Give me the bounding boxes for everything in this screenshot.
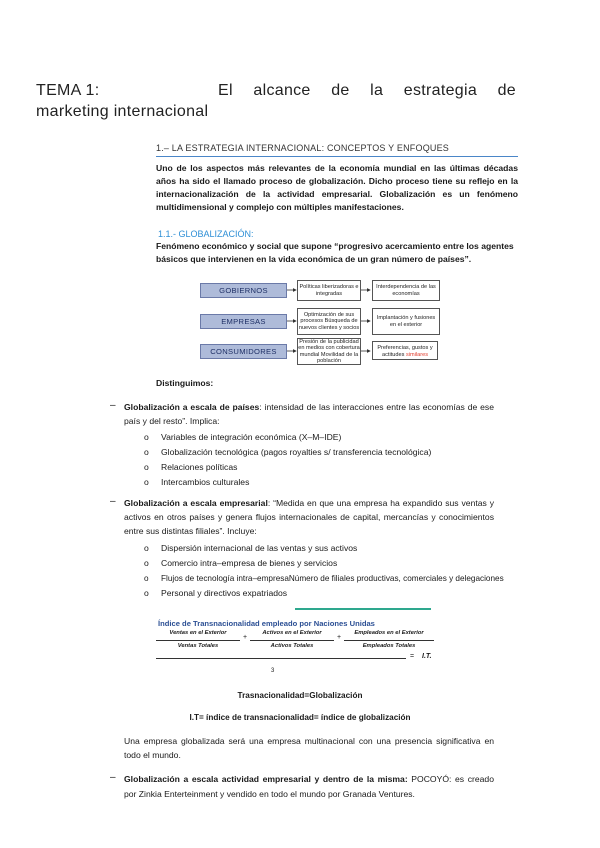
empresas-label: EMPRESAS — [200, 314, 287, 329]
item-3-body: POCOYÓ: es creado por Zinkia Enterteinment y vendido en todo el mundo por Granada Ventures. — [124, 774, 494, 799]
item-1-text — [124, 400, 494, 428]
list-item: o Relaciones políticas — [144, 462, 238, 472]
title-part2: El alcance de la estrategia de — [218, 82, 516, 99]
formula-accent-bar — [295, 608, 431, 610]
gobiernos-label: GOBIERNOS — [200, 283, 287, 298]
equation-1: Trasnacionalidad=Globalización — [237, 691, 363, 700]
fraction-line — [156, 640, 240, 641]
consumidores-label: CONSUMIDORES — [200, 344, 287, 359]
section-heading: 1.– LA ESTRATEGIA INTERNACIONAL: CONCEPTOS Y ENFOQUES — [156, 143, 518, 157]
item-3-text — [124, 772, 494, 802]
item-2-text — [124, 496, 494, 538]
dash-bullet: – — [110, 400, 116, 411]
title-part1: TEMA 1: — [36, 82, 100, 99]
formula — [156, 630, 456, 680]
fraction-line — [344, 640, 434, 641]
item-2-bold: Globalización a escala empresarial — [124, 498, 268, 508]
intro-paragraph: Uno de los aspectos más relevantes de la economía mundial en las últimas décadas años ha sido el llamado proceso de globalización. Dicho proceso tiene su reflejo en la internacionalización de la actividad empresarial. Globalización es un fenómeno multidimensional y complejo con múltiples manifestaciones. — [156, 163, 518, 212]
list-item: o Intercambios culturales — [144, 477, 250, 487]
fraction-line — [250, 640, 334, 641]
formula-den2: Activos Totales — [270, 643, 314, 649]
formula-den1: Ventas Totales — [177, 643, 219, 649]
title-part3: marketing internacional — [36, 103, 209, 120]
formula-num1: Ventas en el Exterior — [169, 630, 227, 636]
item-3-bold: Globalización a escala actividad empresarial y dentro de la misma: — [124, 774, 408, 784]
formula-den3: Empleados Totales — [362, 643, 416, 649]
equals-sign: = — [410, 653, 415, 660]
item-1-body: : intensidad de las interacciones entre las economías de ese país y del resto”. Implica: — [124, 402, 494, 426]
item-1-bold: Globalización a escala de países — [124, 402, 260, 412]
empresas-right: Implantación y fusiones en el exterior — [372, 308, 440, 335]
list-item: o Flujos de tecnología intra–empresaNúmero de filiales productivas, comerciales y delegaciones — [144, 574, 504, 583]
list-item: o Comercio intra–empresa de bienes y servicios — [144, 558, 338, 568]
formula-title: Índice de Transnacionalidad empleado por Naciones Unidas — [158, 619, 375, 628]
item-1-sublist — [144, 430, 431, 490]
conclusion-paragraph: Una empresa globalizada será una empresa multinacional con una presencia significativa en todo el mundo. — [124, 736, 494, 760]
list-item: o Globalización tecnológica (pagos royalties s/ transferencia tecnológica) — [144, 447, 432, 457]
main-fraction-line — [156, 658, 406, 659]
list-item: o Personal y directivos expatriados — [144, 588, 288, 598]
gobiernos-right: Interdependencia de las economías — [372, 280, 440, 301]
empresas-middle: Optimización de sus procesos Búsqueda de nuevos clientes y socios — [297, 308, 361, 335]
dash-bullet: – — [110, 496, 116, 507]
gobiernos-middle: Políticas liberizadoras e integradas — [297, 280, 361, 301]
item-2-body: : “Medida en que una empresa ha expandido sus ventas y activos en otros países y genera flujos internacionales de capital, mercancías y conocimientos entre sus distintas filiales”. Incluye: — [124, 498, 494, 536]
item-2-sublist — [144, 541, 504, 601]
consumidores-right-text: Preferencias, gustos y actitudes — [377, 345, 433, 358]
list-item: o Dispersión internacional de las ventas y sus activos — [144, 543, 358, 553]
equation-2: I.T= índice de transnacionalidad= índice de globalización — [189, 713, 411, 722]
subsection-heading: 1.1.- GLOBALIZACIÓN: — [158, 229, 254, 239]
distinguimos-label: Distinguimos: — [156, 378, 214, 388]
formula-divisor: 3 — [271, 668, 275, 674]
plus-sign: + — [243, 634, 248, 641]
plus-sign: + — [337, 634, 342, 641]
formula-num2: Activos en el Exterior — [262, 630, 322, 636]
definition-paragraph: Fenómeno económico y social que supone “progresivo acercamiento entre los agentes básicos que intervienen en la vida económica de un gran número de países”. — [156, 241, 514, 264]
dash-bullet: – — [110, 772, 116, 783]
list-item: o Variables de integración económica (X–M–IDE) — [144, 432, 342, 442]
consumidores-middle: Presión de la publicidad en medios con cobertura mundial Movilidad de la población — [298, 338, 360, 364]
formula-result: I.T. — [422, 653, 432, 660]
globalization-diagram — [200, 278, 480, 364]
consumidores-right — [372, 341, 438, 360]
formula-num3: Empleados en el Exterior — [354, 630, 424, 636]
similares-highlight: similares — [405, 351, 429, 358]
